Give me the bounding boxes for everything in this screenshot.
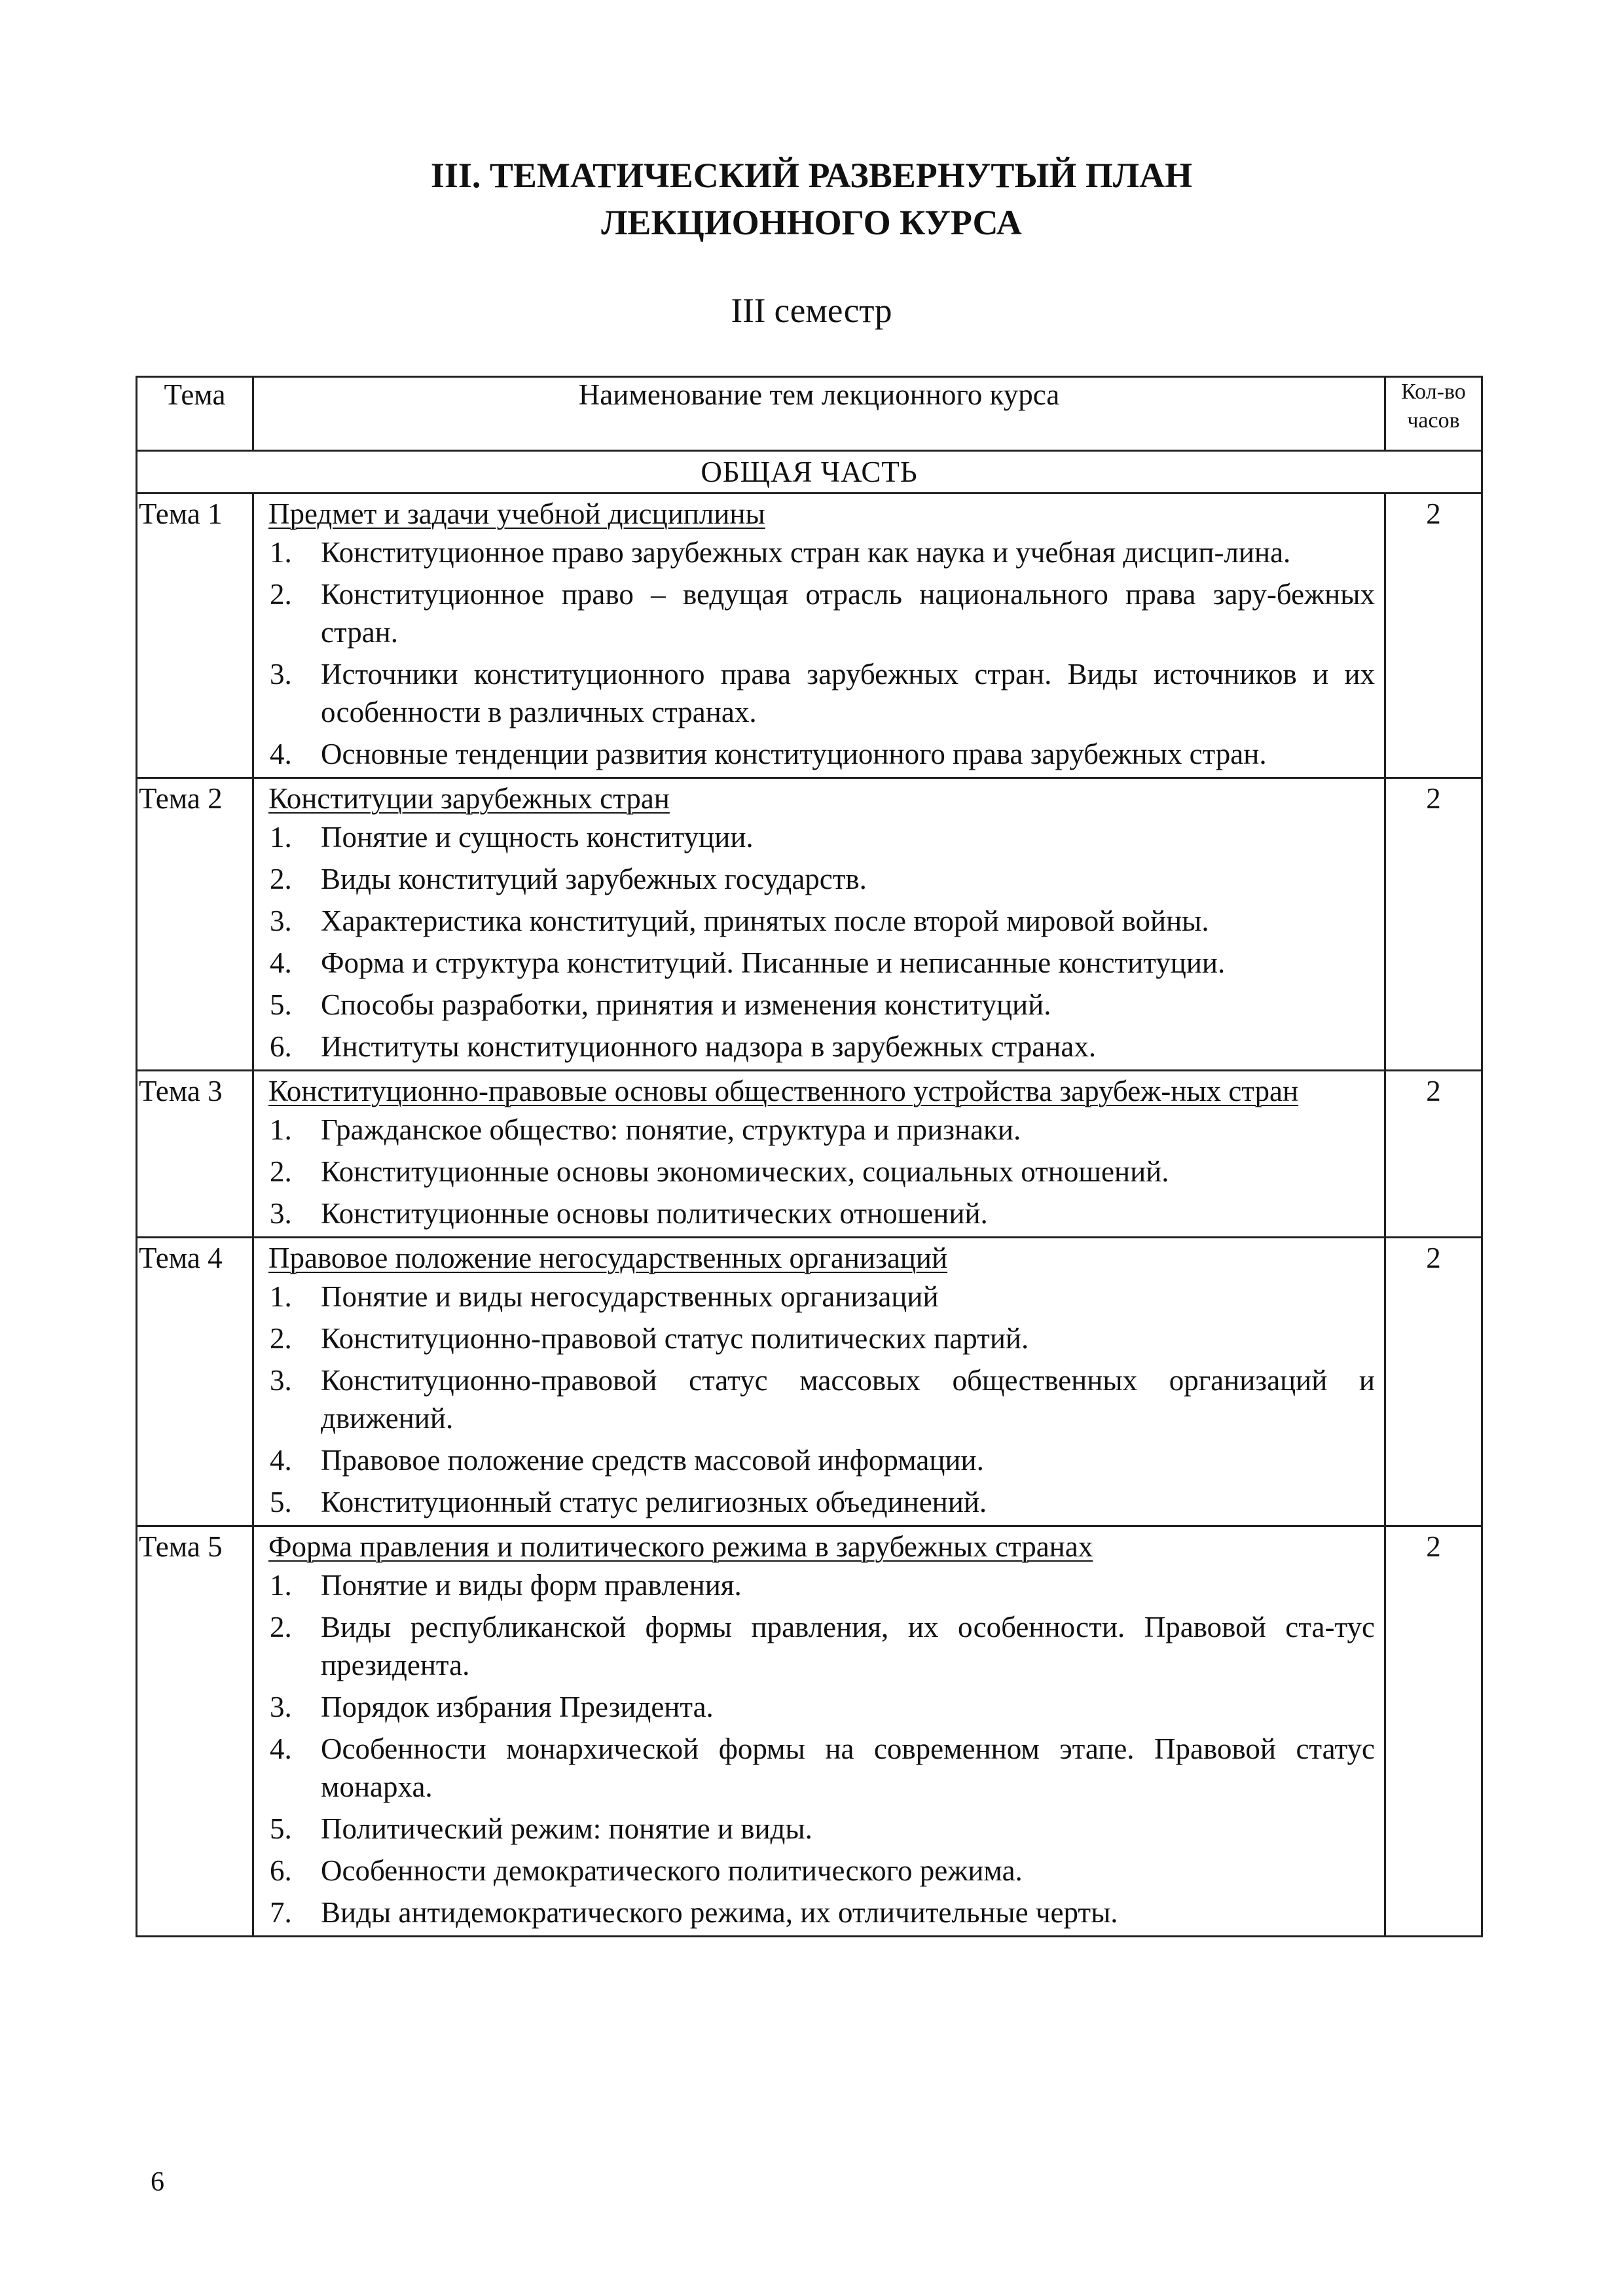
topic-title: Предмет и задачи учебной дисциплины — [268, 497, 765, 530]
topic-row — [137, 1238, 1482, 1526]
list-item — [268, 1361, 1375, 1437]
list-item-number: 5. — [270, 1486, 292, 1518]
topic-content — [253, 1071, 1385, 1238]
topic-hours: 2 — [1385, 493, 1482, 778]
topic-row — [137, 778, 1482, 1071]
list-item-text: Порядок избрания Президента. — [321, 1691, 714, 1723]
topic-title: Конституционно-правовые основы общественного устройства зарубеж-ных стран — [268, 1075, 1299, 1107]
list-item-number: 4. — [270, 1444, 292, 1477]
list-item-number: 1. — [270, 1280, 292, 1313]
list-item — [268, 1810, 1375, 1848]
list-item-number: 6. — [270, 1030, 292, 1063]
list-item — [268, 575, 1375, 651]
list-item-number: 2. — [270, 1155, 292, 1188]
list-item-text: Институты конституционного надзора в зарубежных странах. — [321, 1030, 1097, 1063]
page-title-line-2: ЛЕКЦИОННОГО КУРСА — [601, 203, 1022, 242]
list-item-text: Конституционные основы политических отношений. — [321, 1197, 988, 1230]
topic-items-list — [268, 1111, 1375, 1232]
list-item-text: Понятие и виды негосударственных организаций — [321, 1280, 939, 1313]
list-item-number: 5. — [270, 1812, 292, 1845]
list-item-number: 3. — [270, 1691, 292, 1723]
list-item-text: Конституционное право зарубежных стран как наука и учебная дисцип-лина. — [321, 536, 1291, 569]
list-item-text: Конституционный статус религиозных объединений. — [321, 1486, 987, 1518]
list-item — [268, 1028, 1375, 1066]
list-item-text: Конституционные основы экономических, социальных отношений. — [321, 1155, 1169, 1188]
header-hours-line-2: часов — [1407, 408, 1460, 433]
list-item-text: Конституционно-правовой статус массовых общественных организаций и движений. — [321, 1364, 1375, 1435]
list-item-number: 2. — [270, 1611, 292, 1643]
page-number: 6 — [151, 2167, 164, 2197]
list-item-text: Конституционное право – ведущая отрасль национального права зару-бежных стран. — [321, 578, 1375, 649]
list-item — [268, 1278, 1375, 1316]
list-item-number: 4. — [270, 738, 292, 770]
list-item-text: Понятие и виды форм правления. — [321, 1569, 742, 1602]
list-item-text: Виды республиканской формы правления, их особенности. Правовой ста-тус президента. — [321, 1611, 1375, 1681]
list-item-number: 3. — [270, 905, 292, 937]
list-item — [268, 986, 1375, 1024]
topic-label: Тема 3 — [137, 1071, 253, 1238]
list-item-number: 2. — [270, 863, 292, 895]
list-item-text: Характеристика конституций, принятых после второй мировой войны. — [321, 905, 1209, 937]
list-item-number: 1. — [270, 1113, 292, 1146]
topic-hours: 2 — [1385, 1238, 1482, 1526]
list-item — [268, 1608, 1375, 1684]
topic-content — [253, 1238, 1385, 1526]
list-item-text: Особенности демократического политического режима. — [321, 1854, 1023, 1887]
list-item-number: 5. — [270, 988, 292, 1021]
topic-title: Конституции зарубежных стран — [268, 782, 670, 815]
list-item-number: 3. — [270, 658, 292, 691]
topic-content — [253, 1526, 1385, 1937]
topic-title: Правовое положение негосударственных организаций — [268, 1242, 948, 1274]
lecture-plan-table — [136, 376, 1483, 1937]
semester-subtitle: III семестр — [731, 292, 892, 330]
list-item — [268, 1852, 1375, 1890]
list-item-number: 2. — [270, 1322, 292, 1355]
list-item-text: Конституционно-правовой статус политических партий. — [321, 1322, 1029, 1355]
topic-items-list — [268, 1278, 1375, 1521]
list-item-number: 2. — [270, 578, 292, 611]
topic-label: Тема 4 — [137, 1238, 253, 1526]
topic-content — [253, 493, 1385, 778]
list-item-text: Виды антидемократического режима, их отличительные черты. — [321, 1896, 1118, 1929]
topic-content — [253, 778, 1385, 1071]
list-item-text: Понятие и сущность конституции. — [321, 821, 754, 853]
list-item — [268, 533, 1375, 571]
list-item-text: Правовое положение средств массовой информации. — [321, 1444, 984, 1477]
list-item — [268, 944, 1375, 982]
list-item-text: Источники конституционного права зарубежных стран. Виды источников и их особенности в различных странах. — [321, 658, 1375, 728]
table-header-row — [137, 377, 1482, 451]
list-item — [268, 735, 1375, 773]
page-title — [0, 152, 1623, 246]
list-item — [268, 1319, 1375, 1357]
list-item — [268, 1194, 1375, 1232]
topic-row — [137, 1526, 1482, 1937]
topic-label: Тема 5 — [137, 1526, 253, 1937]
section-row — [137, 451, 1482, 493]
topic-items-list — [268, 533, 1375, 773]
topic-row — [137, 493, 1482, 778]
list-item — [268, 860, 1375, 898]
list-item-text: Гражданское общество: понятие, структура и признаки. — [321, 1113, 1021, 1146]
list-item — [268, 818, 1375, 856]
list-item-number: 1. — [270, 821, 292, 853]
header-name: Наименование тем лекционного курса — [253, 377, 1385, 451]
list-item-number: 3. — [270, 1364, 292, 1397]
header-hours — [1385, 377, 1482, 451]
section-title: ОБЩАЯ ЧАСТЬ — [137, 451, 1482, 493]
header-hours-line-1: Кол-во — [1401, 380, 1466, 404]
list-item — [268, 1441, 1375, 1479]
list-item-text: Основные тенденции развития конституционного права зарубежных стран. — [321, 738, 1267, 770]
list-item-number: 6. — [270, 1854, 292, 1887]
list-item — [268, 655, 1375, 731]
list-item-text: Особенности монархической формы на современном этапе. Правовой статус монарха. — [321, 1732, 1375, 1803]
list-item — [268, 902, 1375, 940]
list-item-text: Политический режим: понятие и виды. — [321, 1812, 812, 1845]
topic-hours: 2 — [1385, 1071, 1482, 1238]
list-item — [268, 1111, 1375, 1149]
topic-row — [137, 1071, 1482, 1238]
page-title-line-1: III. ТЕМАТИЧЕСКИЙ РАЗВЕРНУТЫЙ ПЛАН — [430, 156, 1193, 195]
header-topic: Тема — [137, 377, 253, 451]
list-item-text: Способы разработки, принятия и изменения конституций. — [321, 988, 1051, 1021]
list-item — [268, 1153, 1375, 1191]
topic-title: Форма правления и политического режима в зарубежных странах — [268, 1530, 1093, 1563]
list-item-number: 7. — [270, 1896, 292, 1929]
list-item-text: Форма и структура конституций. Писанные и неписанные конституции. — [321, 946, 1226, 979]
list-item — [268, 1730, 1375, 1806]
topic-items-list — [268, 818, 1375, 1066]
topic-hours: 2 — [1385, 1526, 1482, 1937]
list-item — [268, 1566, 1375, 1604]
topic-hours: 2 — [1385, 778, 1482, 1071]
topic-items-list — [268, 1566, 1375, 1931]
list-item — [268, 1893, 1375, 1931]
topic-label: Тема 2 — [137, 778, 253, 1071]
list-item-number: 1. — [270, 1569, 292, 1602]
list-item-number: 1. — [270, 536, 292, 569]
list-item-number: 4. — [270, 1732, 292, 1765]
list-item — [268, 1483, 1375, 1521]
list-item-text: Виды конституций зарубежных государств. — [321, 863, 867, 895]
list-item-number: 3. — [270, 1197, 292, 1230]
topic-label: Тема 1 — [137, 493, 253, 778]
list-item — [268, 1688, 1375, 1726]
list-item-number: 4. — [270, 946, 292, 979]
